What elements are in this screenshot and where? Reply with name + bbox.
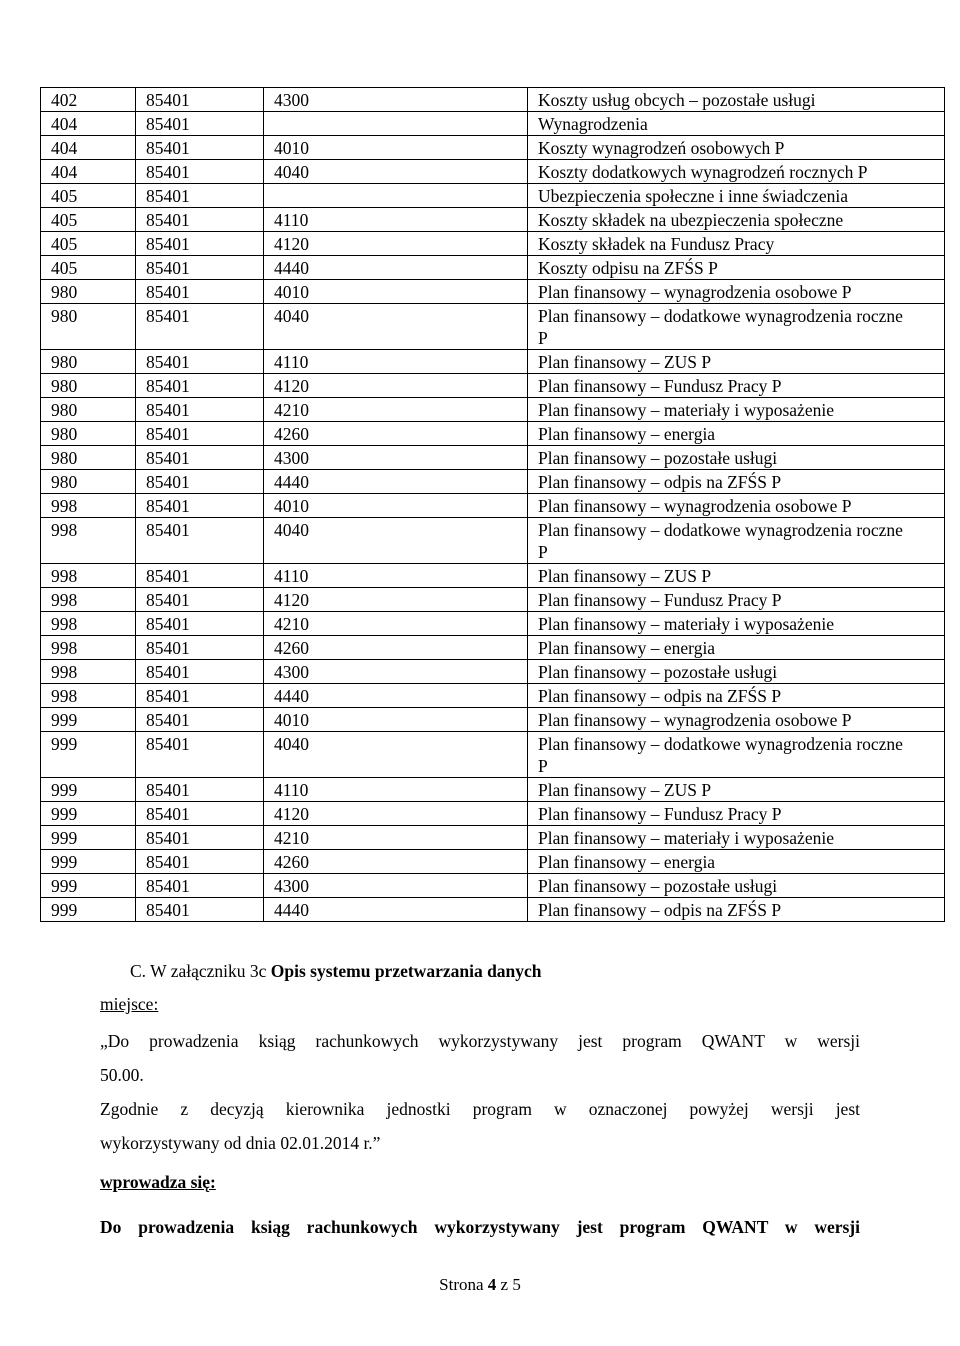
label-new: [100, 1171, 860, 1193]
cell-description: Plan finansowy – dodatkowe wynagrodzenia roczne P: [528, 304, 945, 350]
cell-description: Plan finansowy – wynagrodzenia osobowe P: [528, 280, 945, 304]
cell-paragraph: [264, 112, 528, 136]
cell-section: 85401: [136, 518, 264, 564]
table-row: [41, 88, 945, 112]
cell-description: Koszty wynagrodzeń osobowych P: [528, 136, 945, 160]
cell-paragraph: 4120: [264, 232, 528, 256]
cell-section: 85401: [136, 184, 264, 208]
cell-section: 85401: [136, 778, 264, 802]
cell-paragraph: 4210: [264, 826, 528, 850]
cell-group: 980: [41, 398, 136, 422]
cell-description: Plan finansowy – materiały i wyposażenie: [528, 398, 945, 422]
cell-paragraph: 4110: [264, 564, 528, 588]
cell-group: 999: [41, 898, 136, 922]
cell-section: 85401: [136, 850, 264, 874]
cell-paragraph: 4300: [264, 660, 528, 684]
cell-section: 85401: [136, 470, 264, 494]
cell-description: Koszty odpisu na ZFŚS P: [528, 256, 945, 280]
cell-group: 980: [41, 280, 136, 304]
section-intro: W załączniku 3c: [150, 961, 267, 981]
cell-description: Koszty usług obcych – pozostałe usługi: [528, 88, 945, 112]
cell-description: Plan finansowy – energia: [528, 850, 945, 874]
cell-section: 85401: [136, 112, 264, 136]
table-row: [41, 636, 945, 660]
cell-group: 999: [41, 732, 136, 778]
cell-group: 404: [41, 112, 136, 136]
table-row: [41, 374, 945, 398]
cell-paragraph: 4440: [264, 684, 528, 708]
table-row: [41, 398, 945, 422]
cell-paragraph: 4120: [264, 588, 528, 612]
table-row: [41, 470, 945, 494]
cell-description: Koszty dodatkowych wynagrodzeń rocznych P: [528, 160, 945, 184]
cell-group: 999: [41, 708, 136, 732]
footer-mid: z: [500, 1275, 509, 1294]
section-title: Opis systemu przetwarzania danych: [270, 961, 542, 981]
table-row: [41, 304, 945, 350]
table-row: [41, 826, 945, 850]
cell-paragraph: 4110: [264, 350, 528, 374]
table-row: [41, 588, 945, 612]
cell-section: 85401: [136, 826, 264, 850]
table-row: [41, 612, 945, 636]
cell-group: 980: [41, 446, 136, 470]
section-c-heading: [100, 960, 860, 982]
cell-description: Koszty składek na ubezpieczenia społeczne: [528, 208, 945, 232]
cell-paragraph: 4300: [264, 874, 528, 898]
cell-section: 85401: [136, 564, 264, 588]
cell-group: 998: [41, 494, 136, 518]
cell-description: Koszty składek na Fundusz Pracy: [528, 232, 945, 256]
cell-description: Plan finansowy – ZUS P: [528, 564, 945, 588]
cell-description: Plan finansowy – dodatkowe wynagrodzenia roczne P: [528, 732, 945, 778]
table-row: [41, 708, 945, 732]
cell-section: 85401: [136, 232, 264, 256]
cell-paragraph: 4040: [264, 518, 528, 564]
cell-group: 999: [41, 778, 136, 802]
cell-section: 85401: [136, 636, 264, 660]
table-row: [41, 184, 945, 208]
cell-description: Plan finansowy – energia: [528, 422, 945, 446]
cell-group: 405: [41, 232, 136, 256]
document-header: ZARZĄDZENIE NR 28/13/14 Z DNIA 13 MAJA 2014 R.: [282, 27, 659, 44]
cell-description: Plan finansowy – energia: [528, 636, 945, 660]
old-line-3: Zgodnie z decyzją kierownika jednostki program w oznaczonej powyżej wersji jest: [100, 1099, 860, 1119]
cell-paragraph: 4010: [264, 494, 528, 518]
footer-page-number: 4: [487, 1275, 497, 1294]
cell-paragraph: 4300: [264, 88, 528, 112]
cell-group: 999: [41, 826, 136, 850]
cell-description: Plan finansowy – pozostałe usługi: [528, 446, 945, 470]
cell-paragraph: 4260: [264, 636, 528, 660]
cell-section: 85401: [136, 494, 264, 518]
old-line-4: wykorzystywany od dnia 02.01.2014 r.”: [100, 1133, 381, 1153]
cell-paragraph: 4210: [264, 612, 528, 636]
cell-section: 85401: [136, 588, 264, 612]
table-row: [41, 446, 945, 470]
cell-paragraph: 4110: [264, 208, 528, 232]
cell-group: 404: [41, 136, 136, 160]
table-row: [41, 778, 945, 802]
cell-paragraph: 4010: [264, 136, 528, 160]
cell-section: 85401: [136, 88, 264, 112]
table-row: [41, 898, 945, 922]
table-row: [41, 280, 945, 304]
cell-paragraph: 4260: [264, 850, 528, 874]
table-row: [41, 850, 945, 874]
cell-paragraph: 4120: [264, 802, 528, 826]
cell-section: 85401: [136, 898, 264, 922]
accounts-table: [40, 87, 945, 922]
table-row: [41, 802, 945, 826]
label-new-text: wprowadza się:: [100, 1172, 216, 1192]
page-footer: [0, 1275, 960, 1295]
table-row: [41, 160, 945, 184]
cell-paragraph: 4120: [264, 374, 528, 398]
cell-description: Plan finansowy – Fundusz Pracy P: [528, 374, 945, 398]
table-row: [41, 660, 945, 684]
cell-group: 998: [41, 684, 136, 708]
cell-section: 85401: [136, 422, 264, 446]
cell-section: 85401: [136, 398, 264, 422]
cell-paragraph: 4010: [264, 708, 528, 732]
cell-group: 405: [41, 184, 136, 208]
cell-paragraph: 4110: [264, 778, 528, 802]
cell-description: Plan finansowy – wynagrodzenia osobowe P: [528, 708, 945, 732]
cell-section: 85401: [136, 350, 264, 374]
table-row: [41, 256, 945, 280]
cell-group: 980: [41, 422, 136, 446]
table-row: [41, 350, 945, 374]
label-old: [100, 993, 860, 1015]
cell-group: 404: [41, 160, 136, 184]
cell-group: 980: [41, 304, 136, 350]
cell-group: 998: [41, 564, 136, 588]
cell-section: 85401: [136, 160, 264, 184]
cell-section: 85401: [136, 612, 264, 636]
cell-paragraph: [264, 184, 528, 208]
cell-section: 85401: [136, 374, 264, 398]
cell-description: Plan finansowy – ZUS P: [528, 350, 945, 374]
cell-description: Plan finansowy – materiały i wyposażenie: [528, 612, 945, 636]
cell-group: 405: [41, 256, 136, 280]
cell-description: Plan finansowy – dodatkowe wynagrodzenia roczne P: [528, 518, 945, 564]
old-line-2: 50.00.: [100, 1065, 144, 1085]
new-text-block: [100, 1216, 860, 1238]
cell-group: 999: [41, 802, 136, 826]
cell-section: 85401: [136, 684, 264, 708]
cell-paragraph: 4040: [264, 304, 528, 350]
cell-section: 85401: [136, 136, 264, 160]
label-old-text: miejsce:: [100, 994, 159, 1014]
old-line-1: „Do prowadzenia ksiąg rachunkowych wykorzystywany jest program QWANT w wersji: [100, 1031, 860, 1051]
cell-paragraph: 4260: [264, 422, 528, 446]
cell-group: 999: [41, 874, 136, 898]
cell-description: Plan finansowy – materiały i wyposażenie: [528, 826, 945, 850]
table-row: [41, 208, 945, 232]
section-letter: C.: [130, 961, 147, 981]
cell-paragraph: 4210: [264, 398, 528, 422]
cell-section: 85401: [136, 304, 264, 350]
cell-description: Plan finansowy – pozostałe usługi: [528, 660, 945, 684]
accounts-table-body: [41, 88, 945, 922]
cell-description: Ubezpieczenia społeczne i inne świadczenia: [528, 184, 945, 208]
footer-total: 5: [512, 1275, 521, 1294]
cell-paragraph: 4440: [264, 470, 528, 494]
cell-section: 85401: [136, 446, 264, 470]
cell-description: Plan finansowy – ZUS P: [528, 778, 945, 802]
cell-description: Plan finansowy – odpis na ZFŚS P: [528, 684, 945, 708]
cell-section: 85401: [136, 280, 264, 304]
cell-group: 980: [41, 470, 136, 494]
cell-section: 85401: [136, 708, 264, 732]
cell-group: 998: [41, 588, 136, 612]
cell-paragraph: 4440: [264, 898, 528, 922]
cell-section: 85401: [136, 732, 264, 778]
cell-description: Plan finansowy – wynagrodzenia osobowe P: [528, 494, 945, 518]
cell-group: 998: [41, 636, 136, 660]
cell-group: 405: [41, 208, 136, 232]
cell-description: Wynagrodzenia: [528, 112, 945, 136]
cell-paragraph: 4440: [264, 256, 528, 280]
table-row: [41, 112, 945, 136]
cell-paragraph: 4300: [264, 446, 528, 470]
cell-group: 998: [41, 612, 136, 636]
cell-paragraph: 4010: [264, 280, 528, 304]
cell-section: 85401: [136, 660, 264, 684]
cell-paragraph: 4040: [264, 160, 528, 184]
table-row: [41, 518, 945, 564]
table-row: [41, 732, 945, 778]
cell-section: 85401: [136, 208, 264, 232]
table-row: [41, 874, 945, 898]
cell-description: Plan finansowy – Fundusz Pracy P: [528, 802, 945, 826]
cell-group: 998: [41, 660, 136, 684]
cell-description: Plan finansowy – pozostałe usługi: [528, 874, 945, 898]
footer-prefix: Strona: [439, 1275, 484, 1294]
table-row: [41, 136, 945, 160]
cell-description: Plan finansowy – odpis na ZFŚS P: [528, 898, 945, 922]
cell-group: 980: [41, 374, 136, 398]
table-row: [41, 422, 945, 446]
table-row: [41, 494, 945, 518]
cell-description: Plan finansowy – Fundusz Pracy P: [528, 588, 945, 612]
cell-paragraph: 4040: [264, 732, 528, 778]
old-text-block: [100, 1030, 860, 1154]
cell-group: 980: [41, 350, 136, 374]
table-row: [41, 684, 945, 708]
new-line-1: Do prowadzenia ksiąg rachunkowych wykorzystywany jest program QWANT w wersji: [100, 1217, 860, 1237]
cell-group: 402: [41, 88, 136, 112]
table-row: [41, 564, 945, 588]
cell-group: 999: [41, 850, 136, 874]
table-row: [41, 232, 945, 256]
cell-description: Plan finansowy – odpis na ZFŚS P: [528, 470, 945, 494]
cell-section: 85401: [136, 256, 264, 280]
cell-section: 85401: [136, 874, 264, 898]
cell-section: 85401: [136, 802, 264, 826]
cell-group: 998: [41, 518, 136, 564]
